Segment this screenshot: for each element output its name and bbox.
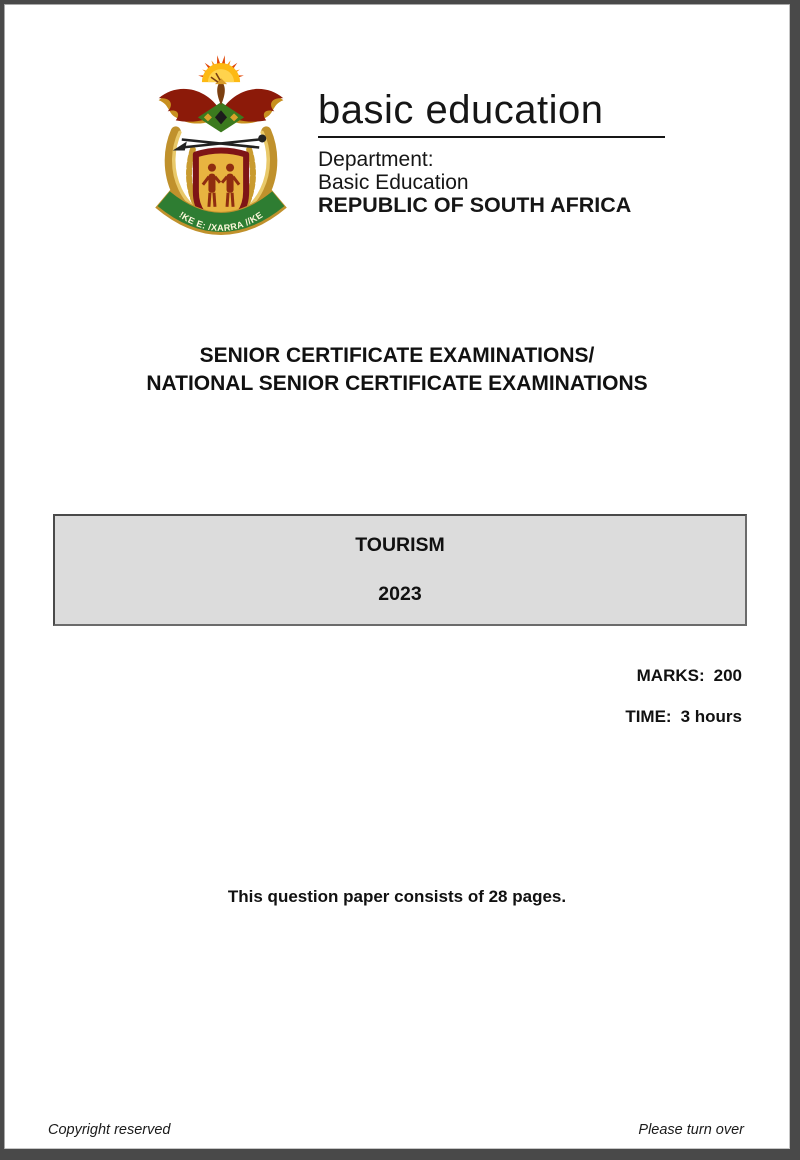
page-footer	[48, 1122, 744, 1138]
time-label: TIME:	[625, 707, 672, 726]
time-value: 3 hours	[680, 707, 742, 726]
exam-details	[625, 666, 742, 748]
subject-box	[53, 514, 747, 626]
pages-note: This question paper consists of 28 pages.	[227, 887, 567, 906]
exam-title-line-2: NATIONAL SENIOR CERTIFICATE EXAMINATIONS	[146, 372, 648, 395]
department-line-1: Department:	[318, 148, 434, 171]
brand-wordmark: basic education	[318, 88, 604, 132]
time-row	[625, 707, 742, 727]
department-masthead	[318, 88, 665, 217]
coat-of-arms-logo	[145, 53, 297, 239]
exam-title-line-1: SENIOR CERTIFICATE EXAMINATIONS/	[199, 344, 595, 367]
copyright-note: Copyright reserved	[48, 1122, 171, 1138]
marks-label: MARKS:	[636, 666, 705, 685]
marks-value: 200	[713, 666, 742, 685]
department-line-3: REPUBLIC OF SOUTH AFRICA	[318, 193, 632, 217]
subject-title: TOURISM	[355, 534, 445, 556]
exam-title	[4, 342, 790, 398]
south-africa-coat-of-arms-icon	[145, 53, 297, 239]
motto-text: !KE E: /XARRA //KE	[177, 209, 265, 233]
exam-cover-page	[4, 4, 790, 1149]
marks-row	[625, 666, 742, 686]
brand-underline	[318, 136, 665, 138]
subject-year: 2023	[378, 583, 422, 605]
department-line-2: Basic Education	[318, 171, 469, 194]
turn-over-note: Please turn over	[638, 1122, 744, 1138]
